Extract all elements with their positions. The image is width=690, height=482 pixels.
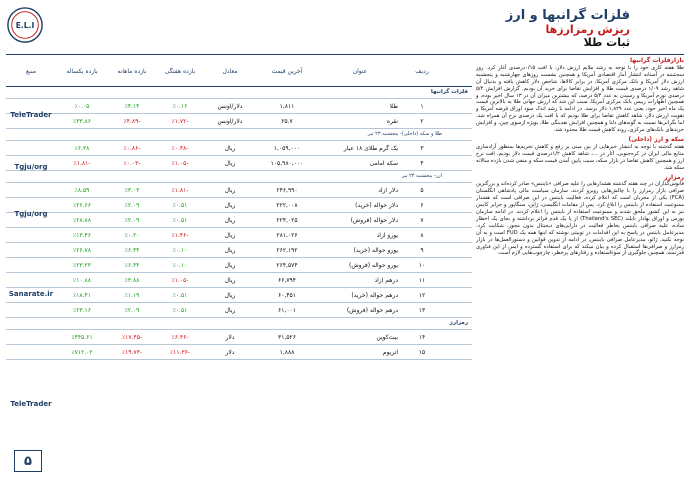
table-row bbox=[6, 99, 472, 114]
cell-price: ۲۴۶,۹۹۰ bbox=[276, 186, 298, 194]
col-monthly: بازده ماهانه bbox=[117, 67, 147, 75]
cell-row-number: ۵ bbox=[420, 186, 424, 194]
cell-name: دلار حواله (خرید) bbox=[355, 201, 398, 209]
cell-yearly: ٪۸.۵۹ bbox=[74, 186, 90, 194]
cell-name: اتریوم bbox=[382, 348, 398, 356]
cell-yearly: ٪۷۱۲.۰۲ bbox=[71, 348, 93, 356]
cell-price: ۱,۸۱۱ bbox=[279, 102, 295, 110]
table-row bbox=[6, 198, 472, 213]
cell-row-number: ۱۵ bbox=[418, 348, 426, 356]
cell-name: درهم آزاد bbox=[374, 276, 398, 284]
col-row: ردیف bbox=[415, 67, 429, 75]
cell-price: ۱,۸۸۸ bbox=[279, 348, 295, 356]
cell-weekly: ٪۱.۷۲- bbox=[171, 117, 189, 125]
cell-yearly: ٪۲۳.۲۳ bbox=[72, 261, 92, 269]
cell-equivalent: ریال bbox=[224, 306, 236, 314]
cell-weekly: ٪۱.۴۶- bbox=[171, 231, 189, 239]
article-heading-currency: سکه و ارز (داخلی) bbox=[628, 135, 684, 143]
cell-weekly: ٪۶.۳۶- bbox=[171, 333, 189, 341]
article-paragraph-currency: هفته گذشته با توجه به انتشار خبرهایی از بین مبنی بر رفع و کاهش تحریم‌ها بمنظور آزادسازی منابع مالی ایران در کره‌جنوبی، آثار در ...، شاهد کاهش ۱/۲درصدی قیمت دلار بودیم. افت نرخ ارز و همچنین کاهش تقاضا در بازار سکه، سبب پایین آمدن قیمت سکه و منفی شدن بازده سالانه سکه شد. bbox=[476, 143, 684, 171]
company-logo bbox=[6, 6, 44, 44]
cell-yearly: ٪۱.۸۱- bbox=[73, 159, 91, 167]
article-paragraph-metals: طلا هفته کاری خود را با توجه به رشد ملایم ارزش دلار، با افت ۰/۱۵درصدی آغاز کرد. روز سه‌شنبه در آستانه انتشار آمار اقتصادی آمریکا و همچنین نشست روزهای چهارشنبه و پنجشنبه ارزش دلار آمریکا و بانک مرکزی آمریکا، در برابر کالاها، شاخص دلار کاهش یافته و بدنبال آن شاهد رشد ۱/۰۹ درصدی قیمت طلا و افزایش تقاضا برای خرید آن بودیم. گزارش افزایش ۵/۴ درصدی تورم آمریکا و رسیدن به عدد ۵/۴ درصد، که بیشترین میزان آن در ۱۳ سال اخیر بوده، و همچنین اظهارات رییس بانک مرکزی آمریکا، سبب این شد که ارزش جهانی طلا به بالاترین قیمت یک ماه اخیر خود، یعنی عدد ۱,۸۲۹ دلار برسد. در ادامه با رشد اندک سود اوراق قرضه آمریکا و تقویت ارزش دلار، شاهد کاهش تقاضا برای طلا بودیم که با افت یک درصدی نرخ آن همراه شد. اما نگرانی‌ها نسبت به گونه‌های دلتا و همچنین افزایش نقدینگی طلا، بویژه ازسوی چین، و افزایش خریدهای بانک‌های مرکزی، روند کاهش قیمت طلا محدود شد. bbox=[476, 64, 685, 134]
cell-monthly: ٪۶.۳۴ bbox=[124, 246, 140, 254]
section-crypto: رمزارز bbox=[6, 318, 472, 330]
cell-row-number: ۴ bbox=[420, 159, 424, 167]
table-row bbox=[6, 330, 472, 345]
cell-equivalent: ریال bbox=[224, 231, 236, 239]
cell-row-number: ۸ bbox=[420, 231, 424, 239]
cell-row-number: ۱۰ bbox=[418, 261, 426, 269]
table-row bbox=[6, 228, 472, 243]
cell-weekly: ٪۱.۸۱- bbox=[171, 186, 189, 194]
cell-row-number: ۱۱ bbox=[418, 276, 426, 284]
article-heading-crypto: رمزارز bbox=[664, 173, 684, 181]
cell-monthly: ٪۲.۰۹ bbox=[124, 201, 140, 209]
cell-row-number: ۱۳ bbox=[418, 306, 426, 314]
source-teletrader: TeleTrader bbox=[10, 111, 52, 119]
cell-name: یورو حواله (خرید) bbox=[353, 246, 398, 254]
cell-row-number: ۹ bbox=[420, 246, 424, 254]
table-row bbox=[6, 114, 472, 129]
table-row bbox=[6, 345, 472, 360]
article-column bbox=[476, 56, 684, 476]
cell-weekly: ٪۱.۰۵- bbox=[171, 276, 189, 284]
cell-equivalent: دلار/اونس bbox=[217, 117, 243, 125]
cell-weekly: ٪۰.۵۱ bbox=[172, 306, 188, 314]
cell-equivalent: ریال bbox=[224, 201, 236, 209]
table-row bbox=[6, 288, 472, 303]
cell-price: ۱,۰۵۹,۰۰۰ bbox=[273, 144, 301, 152]
cell-name: سکه امامی bbox=[369, 159, 398, 167]
page-tagline: ثبات طلا bbox=[583, 36, 630, 49]
cell-monthly: ٪۰.۰۳- bbox=[123, 159, 141, 167]
cell-yearly: ٪۱۰.۸۸ bbox=[72, 276, 92, 284]
cell-monthly: ٪۰.۸۶- bbox=[123, 144, 141, 152]
table-row bbox=[6, 213, 472, 228]
col-price: آخرین قیمت bbox=[271, 67, 303, 75]
cell-equivalent: دلار bbox=[225, 333, 235, 341]
cell-price: ۶۰,۴۵۱ bbox=[277, 291, 297, 299]
cell-price: ۲۶۲,۱۹۲ bbox=[276, 246, 298, 254]
cell-name: یورو حواله (فروش) bbox=[349, 261, 398, 269]
section-gold_coin: طلا و سکه (داخلی)- پنجشنبه ۲۳ تیر bbox=[6, 129, 472, 141]
cell-equivalent: ریال bbox=[224, 144, 236, 152]
cell-monthly: ٪۲.۰۹ bbox=[124, 306, 140, 314]
cell-weekly: ٪۰.۵۱ bbox=[172, 216, 188, 224]
cell-monthly: ٪۴.۸۹- bbox=[123, 117, 141, 125]
cell-weekly: ٪۰.۴۸- bbox=[171, 144, 189, 152]
cell-price: ۲۵.۷ bbox=[281, 117, 293, 125]
col-source: منبع bbox=[25, 67, 37, 75]
table-row bbox=[6, 303, 472, 318]
table-row bbox=[6, 141, 472, 156]
cell-price: ۲۶۴,۵۷۴ bbox=[276, 261, 298, 269]
cell-yearly: ٪۲۶.۶۶ bbox=[72, 201, 92, 209]
cell-yearly: ٪۳۳.۸۶ bbox=[72, 117, 92, 125]
cell-yearly: ٪۰.۰۵ bbox=[74, 102, 90, 110]
cell-equivalent: ریال bbox=[224, 261, 236, 269]
section-metals: فلزات گرانبها bbox=[6, 87, 472, 99]
col-equivalent: معادل bbox=[222, 67, 238, 75]
table-row bbox=[6, 273, 472, 288]
cell-price: ۶۱,۰۰۱ bbox=[277, 306, 297, 314]
cell-monthly: ٪۱۹.۷۳- bbox=[121, 348, 143, 356]
cell-name: دلار آزاد bbox=[378, 186, 398, 194]
cell-weekly: ٪۰.۵۱ bbox=[172, 291, 188, 299]
cell-weekly: ٪۰.۱۰ bbox=[172, 261, 188, 269]
cell-row-number: ۷ bbox=[420, 216, 424, 224]
cell-yearly: ٪۲۸.۸۸ bbox=[72, 216, 92, 224]
page-title: فلزات گرانبها و ارز bbox=[505, 8, 630, 23]
cell-equivalent: ریال bbox=[224, 159, 236, 167]
cell-price: ۶۶,۷۹۴ bbox=[277, 276, 297, 284]
cell-equivalent: دلار bbox=[225, 348, 235, 356]
cell-weekly: ٪۰.۱۰ bbox=[172, 246, 188, 254]
page-number: ۵ bbox=[14, 450, 42, 472]
article-paragraph-crypto: فانوس‌گذاران در چند هفته گذشته هشدارهایی را علیه صرافی «بایننس» صادر کرده‌اند و بزرگترین صرافی بازار رمزارز را با چالش‌هایی روبرو کردند. سازمان سیاست مالی پادشاهی انگلستان (FCA) یکی از مجریان است که اعلام کرده، فعالیت بایننس در این صرافی است که هشدار ممنوعیت استفاده از بایننس را ابلاغ کرد. پس از مقامات انگلیسی، ژاپن، سنگاپور و جزایر کایمن نیز به این کشور ملحق شدند و ممنوعیت استفاده از بایننس را اعلام کردند. در ادامه سازمان بورس و اوراق بهادار تایلند (Thailand's SEC) از پا یک قدم فراتر برداشته و بجای یک اخطار ساده، علیه صرافی بایننس بخاطر فعالیت در دارایی‌های دیجیتال بدون مجوز، شکایت کرد. مدیرعامل بایننس در پاسخ به این اقدامات در توییتی نوشته که اینها همه یک FUD است و به آن توجه نکنید. ژائو، مدیرعامل صرافی بایننس، در ادامه از تدوین قوانین و دستورالعمل‌ها در بازار رمزارز و صرافی‌ها استقبال کرده و بیان میکند که برای استفاده گسترده و ایمن از این فناوری قدرتمند، همچنین جلوگیری از سوءاستفاده و رفتارهای پرخطر، چارچوب‌هایی لازم است. bbox=[476, 181, 684, 257]
cell-equivalent: دلار/اونس bbox=[217, 102, 243, 110]
svg-text:E.L.I: E.L.I bbox=[15, 20, 35, 30]
cell-weekly: ٪۱۱.۳۶- bbox=[169, 348, 191, 356]
cell-row-number: ۱ bbox=[420, 102, 424, 110]
cell-price: ۲۸۱,۰۲۶ bbox=[276, 231, 298, 239]
cell-price: ۱۰۵,۹۸۰,۰۰۰ bbox=[270, 159, 304, 167]
cell-name: درهم حواله (خرید) bbox=[351, 291, 398, 299]
price-table bbox=[6, 56, 472, 360]
cell-weekly: ٪۰.۵۱ bbox=[172, 201, 188, 209]
cell-row-number: ۳ bbox=[420, 144, 424, 152]
cell-equivalent: ریال bbox=[224, 246, 236, 254]
cell-name: نقره bbox=[386, 117, 398, 125]
cell-equivalent: ریال bbox=[224, 276, 236, 284]
cell-name: بیت‌کوین bbox=[376, 333, 398, 341]
cell-name: طلا bbox=[389, 102, 398, 110]
cell-equivalent: ریال bbox=[224, 291, 236, 299]
table-row bbox=[6, 243, 472, 258]
cell-yearly: ٪۱۸.۴۱ bbox=[72, 291, 92, 299]
cell-name: یک گرم طلای ۱۸ عیار bbox=[343, 144, 398, 152]
source-teletrader-2: TeleTrader bbox=[10, 400, 52, 408]
page-subtitle: ریزش رمزارزها bbox=[545, 23, 630, 36]
header-titles bbox=[506, 8, 630, 49]
header-divider bbox=[6, 54, 684, 55]
cell-row-number: ۱۲ bbox=[418, 291, 426, 299]
cell-yearly: ٪۲۳.۱۶ bbox=[72, 306, 92, 314]
cell-monthly: ٪۶.۳۴ bbox=[124, 261, 140, 269]
cell-price: ۳۱,۵۲۶ bbox=[277, 333, 297, 341]
cell-name: یورو آزاد bbox=[376, 231, 398, 239]
table-body bbox=[6, 87, 472, 360]
cell-monthly: ٪۳.۸۸ bbox=[124, 276, 140, 284]
cell-equivalent: ریال bbox=[224, 216, 236, 224]
cell-weekly: ٪۰.۱۶ bbox=[172, 102, 188, 110]
table-row bbox=[6, 156, 472, 171]
cell-equivalent: ریال bbox=[224, 186, 236, 194]
source-tgju-2: Tgju/org bbox=[14, 210, 48, 218]
col-weekly: بازده هفتگی bbox=[164, 67, 196, 75]
cell-monthly: ٪۳.۰۳ bbox=[124, 186, 140, 194]
article-heading-metals: بازارفلزات گرانبها bbox=[630, 57, 684, 64]
cell-yearly: ٪۶.۳۸ bbox=[74, 144, 90, 152]
table-row bbox=[6, 258, 472, 273]
col-name: عنوان bbox=[352, 67, 368, 75]
cell-monthly: ٪۴.۱۴ bbox=[124, 102, 140, 110]
cell-name: درهم حواله (فروش) bbox=[346, 306, 398, 314]
cell-yearly: ٪۱۳.۴۶ bbox=[72, 231, 92, 239]
cell-weekly: ٪۱.۰۵- bbox=[171, 159, 189, 167]
cell-price: ۲۲۲,۰۰۸ bbox=[276, 201, 298, 209]
cell-monthly: ٪۱.۱۹ bbox=[124, 291, 140, 299]
source-tgju: Tgju/org bbox=[14, 163, 48, 171]
cell-yearly: ٪۲۶.۷۸ bbox=[72, 246, 92, 254]
cell-row-number: ۱۴ bbox=[418, 333, 426, 341]
cell-price: ۲۲۴,۰۲۵ bbox=[276, 216, 298, 224]
source-sanarate: Sanarate.ir bbox=[8, 290, 54, 298]
cell-row-number: ۶ bbox=[420, 201, 424, 209]
cell-name: دلار حواله (فروش) bbox=[350, 216, 398, 224]
cell-yearly: ٪۴۴۵.۶۱ bbox=[71, 333, 93, 341]
col-yearly: بازده یکساله bbox=[66, 67, 98, 75]
cell-monthly: ٪۱۷.۴۵- bbox=[121, 333, 143, 341]
cell-row-number: ۲ bbox=[420, 117, 424, 125]
table-header bbox=[6, 56, 472, 87]
section-currency: ارز- پنجشنبه ۲۳ تیر bbox=[6, 171, 472, 183]
cell-monthly: ٪۲.۰۹ bbox=[124, 216, 140, 224]
cell-monthly: ٪۰.۲۰ bbox=[124, 231, 140, 239]
table-row bbox=[6, 183, 472, 198]
